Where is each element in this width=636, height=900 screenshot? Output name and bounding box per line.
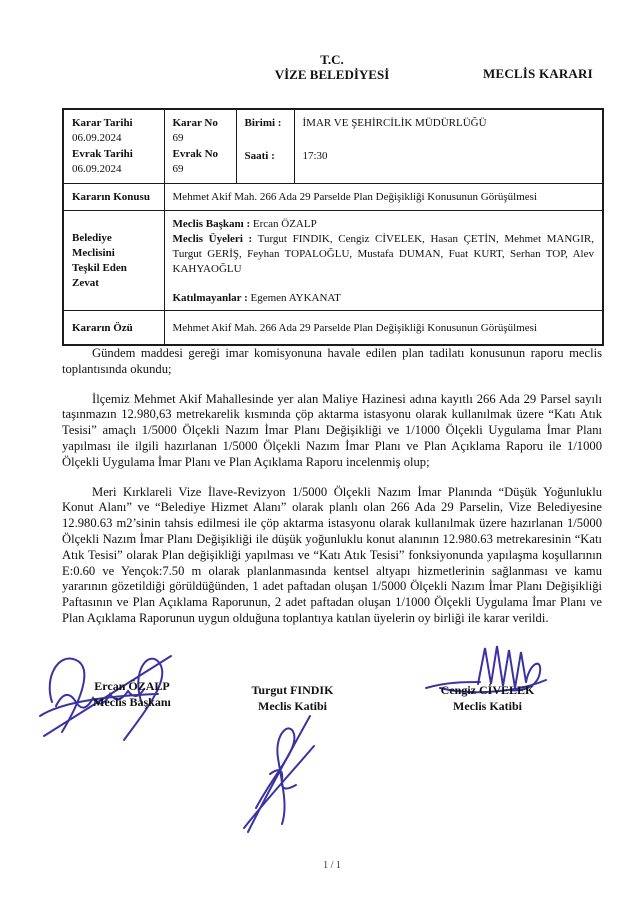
body-paragraph-1: Gündem maddesi gereği imar komisyonuna havale edilen plan tadilatı konusunun raporu meclis toplantısında okundu;: [62, 346, 602, 376]
signatory-name: Turgut FINDIK: [251, 683, 334, 697]
zevat-label: [63, 210, 164, 310]
katilmayanlar-line: [173, 291, 595, 306]
table-row: [63, 109, 603, 183]
decision-info-table: [62, 108, 604, 346]
header-country: T.C.: [320, 52, 344, 67]
dates-cell: [63, 109, 164, 183]
table-row: [63, 210, 603, 310]
evrak-tarihi-value: 06.09.2024: [72, 163, 122, 175]
ozu-label: Kararın Özü: [63, 310, 164, 345]
signature-block-katip-2: [420, 682, 555, 714]
signatory-title: Meclis Katibi: [258, 699, 327, 713]
signature-block-baskan: [62, 678, 202, 710]
birimi-value: İMAR VE ŞEHİRCİLİK MÜDÜRLÜĞÜ: [302, 117, 487, 129]
page-number: 1 / 1: [323, 860, 341, 871]
baskan-value: Ercan ÖZALP: [252, 217, 317, 230]
signature-ink-katip-1: [238, 712, 328, 837]
ozu-value: Mehmet Akif Mah. 266 Ada 29 Parselde Plan Değişikliği Konusunun Görüşülmesi: [164, 310, 603, 345]
signatory-title: Meclis Başkanı: [93, 695, 171, 709]
karar-tarihi-label: Karar Tarihi: [72, 117, 133, 129]
signature-block-katip-1: [230, 682, 355, 714]
karar-no-label: Karar No: [172, 117, 218, 129]
unit-time-values-cell: [294, 109, 603, 183]
baskan-line: [173, 217, 595, 232]
signatory-name: Ercan ÖZALP: [94, 679, 170, 693]
konu-label: Kararın Konusu: [63, 183, 164, 210]
katilmayanlar-label: Katılmayanlar :: [172, 291, 248, 304]
body-paragraph-3: Meri Kırklareli Vize İlave-Revizyon 1/5000 Ölçekli Nazım İmar Planında “Düşük Yoğunluklu Konut Alanı” ve “Belediye Hizmet Alanı” olarak planlı olan 266 Ada 29 Parselin, Vize Belediyesine 12.980.63 m2’sinin tahsis edilmesi ile çöp aktarma istasyonu olarak kullanılmak üzere hazırlanan 1/5000 Ölçekli Nazım İmar Planı Değişikliği ile düşük yoğunluklu konut alanının 12.980.63 metrekaresinin “Katı Atık Tesisi” olarak Plan değişikliği yapılması ve “Katı Atık Tesisi” fonksiyonunda yapılaşma koşullarının E:0.60 ve Yençok:7.50 m olarak planlanmasında kentsel altyapı hizmetlerinin sağlanması ve kamu yararının gözetildiği görüldüğünden, 1 adet paftadan oluşan 1/5000 Ölçekli Nazım İmar Planı Değişikliği Paftasının ve Plan Açıklama Raporunun, 2 adet paftadan oluşan 1/1000 Ölçekli Uygulama İmar Planı ve Plan Açıklama Raporunun uygun olduğuna toplantıya katılan üyelerin oy birliği ile karar verildi.: [62, 484, 602, 625]
signatory-name: Cengiz CİVELEK: [440, 683, 535, 697]
body-paragraph-2: İlçemiz Mehmet Akif Mahallesinde yer alan Maliye Hazinesi adına kayıtlı 266 Ada 29 Parsel sayılı taşınmazın 12.980,63 metrekarelik kısmında çöp aktarma istasyonu olarak kullanılmak üzere “Katı Atık Tesisi” amaçlı 1/5000 Ölçekli Nazım İmar Planı Değişikliği ve 1/1000 Ölçekli Uygulama İmar Planı yapılması ile ilgili hazırlanan 1/5000 Ölçekli Nazım İmar Planı ve Plan Açıklama Raporu ile 1/1000 Ölçekli Uygulama İmar Planı ve Plan Açıklama Raporu incelenmiş olup;: [62, 391, 602, 469]
zevat-label-line2: Teşkil Eden Zevat: [72, 262, 127, 289]
katilmayanlar-value: Egemen AYKANAT: [250, 291, 341, 304]
karar-no-value: 69: [172, 132, 184, 144]
zevat-content-cell: [164, 210, 603, 310]
konu-value: Mehmet Akif Mah. 266 Ada 29 Parselde Plan Değişikliği Konusunun Görüşülmesi: [164, 183, 603, 210]
uyeler-line: [173, 232, 595, 277]
uyeler-value: Turgut FINDIK, Cengiz CİVELEK, Hasan ÇETİN, Mehmet MANGIR, Turgut GERİŞ, Feyhan TOPALOĞLU, Mustafa DUMAN, Fuat KURT, Serhan TOP, Alev KAHYAOĞLU: [172, 232, 594, 275]
evrak-tarihi-label: Evrak Tarihi: [72, 148, 133, 160]
header-municipality: VİZE BELEDİYESİ: [274, 67, 390, 82]
uyeler-label: Meclis Üyeleri :: [172, 232, 253, 245]
saati-label: Saati :: [244, 150, 275, 162]
evrak-no-value: 69: [172, 163, 184, 175]
baskan-label: Meclis Başkanı :: [172, 217, 251, 230]
zevat-label-line1: Belediye Meclisini: [72, 232, 115, 259]
table-row: [63, 183, 603, 210]
document-type-title: MECLİS KARARI: [483, 66, 593, 81]
table-row: [63, 310, 603, 345]
evrak-no-label: Evrak No: [172, 148, 219, 160]
karar-tarihi-value: 06.09.2024: [72, 132, 122, 144]
numbers-cell: [164, 109, 236, 183]
unit-time-labels-cell: [236, 109, 294, 183]
signatory-title: Meclis Katibi: [453, 699, 522, 713]
decision-body: [62, 346, 602, 641]
birimi-label: Birimi :: [244, 117, 282, 129]
saati-value: 17:30: [302, 150, 328, 162]
